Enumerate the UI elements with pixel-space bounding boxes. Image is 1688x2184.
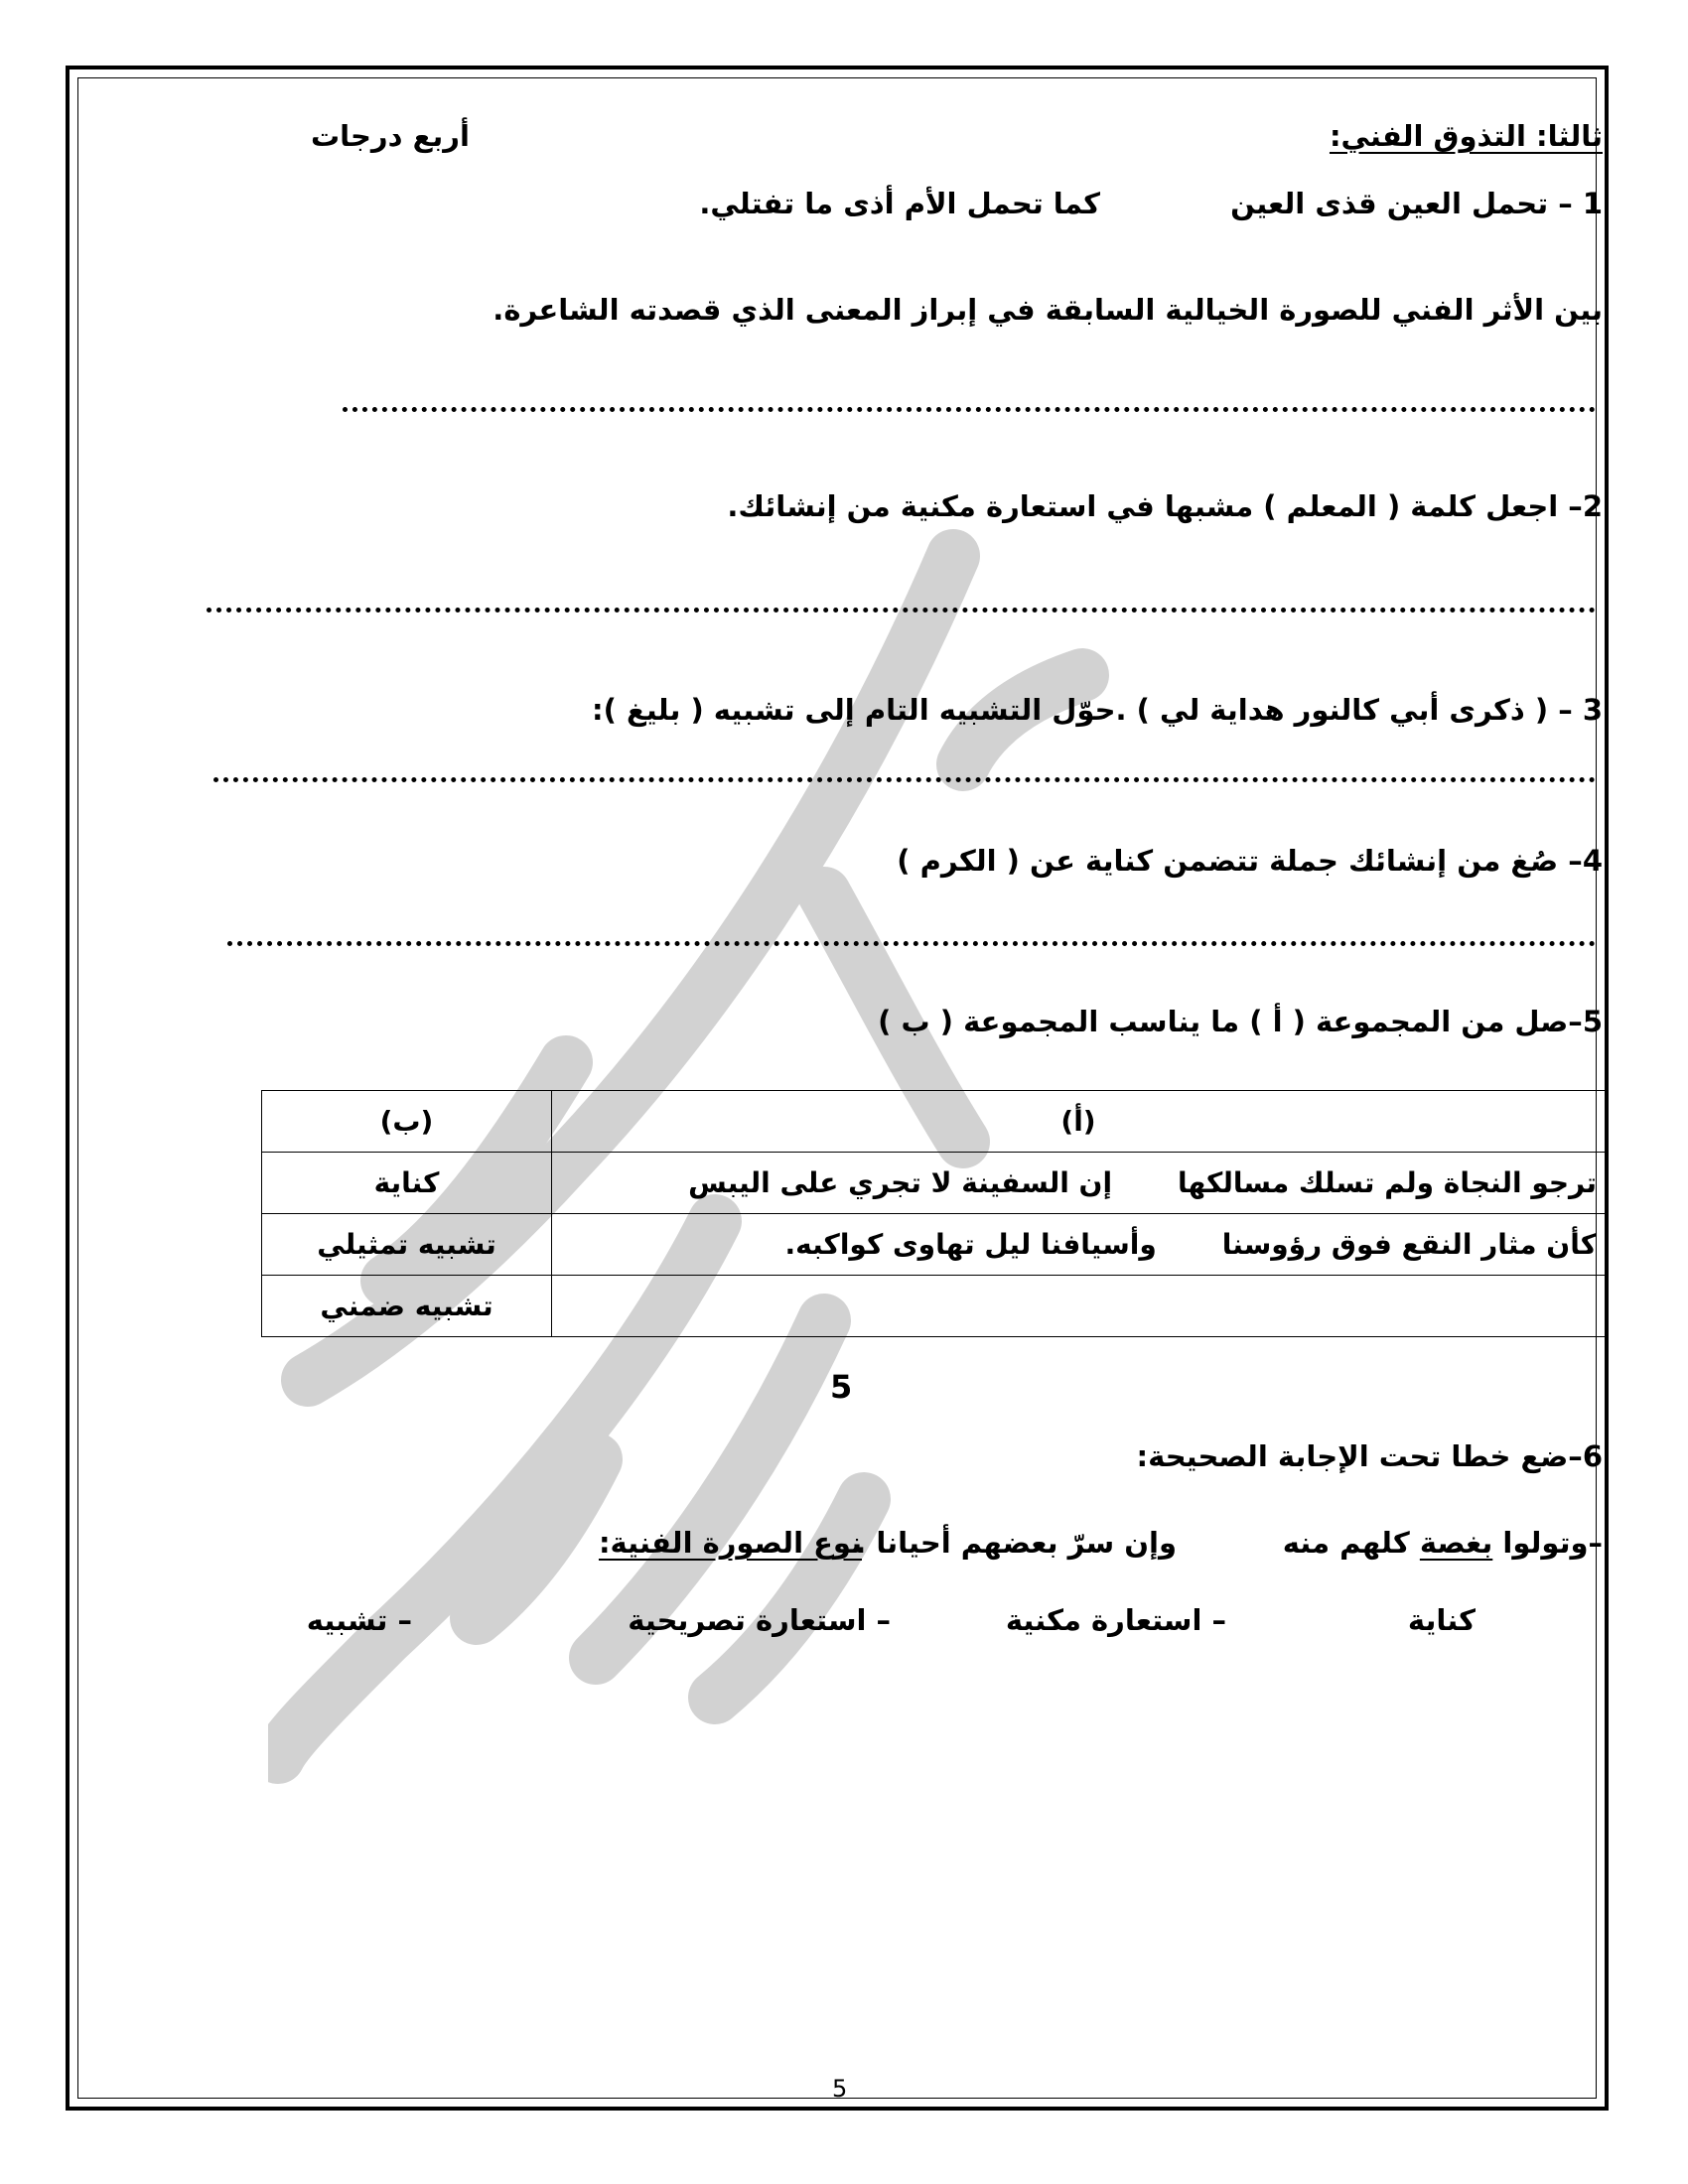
page-number: 5 (832, 2075, 848, 2103)
group-b-cell: كناية (262, 1153, 552, 1214)
answer-line-2[interactable] (207, 608, 1596, 613)
verse-second-half: وأسيافنا ليل تهاوى كواكبه. (784, 1228, 1157, 1261)
group-a-cell (552, 1153, 1606, 1214)
column-b-header: (ب) (262, 1091, 552, 1153)
group-a-cell (552, 1214, 1606, 1276)
column-a-header: (أ) (552, 1091, 1606, 1153)
question-1-prompt: بين الأثر الفني للصورة الخيالية السابقة في إبراز المعنى الذي قصدته الشاعرة. (492, 293, 1603, 327)
sentence-rest: كلهم منه (1282, 1526, 1420, 1560)
option-tashbih[interactable]: – تشبيه (306, 1603, 412, 1637)
group-a-cell (552, 1276, 1606, 1337)
section-marks: أربع درجات (311, 119, 470, 153)
table-header-row (262, 1091, 1606, 1153)
underlined-word: بغصة (1419, 1526, 1493, 1560)
verse-second-half: إن السفينة لا تجري على اليبس (688, 1166, 1113, 1199)
group-b-cell: تشبيه ضمني (262, 1276, 552, 1337)
table-row (262, 1214, 1606, 1276)
option-makniya[interactable]: – استعارة مكنية (1005, 1603, 1226, 1637)
verse-first-half: كأن مثار النقع فوق رؤوسنا (1221, 1228, 1597, 1261)
matching-table (261, 1090, 1606, 1337)
section-title: ثالثا: التذوق الفني: (1329, 119, 1603, 153)
verse-first-half: ترجو النجاة ولم تسلك مسالكها (1178, 1166, 1597, 1199)
page-border-inner (77, 77, 1597, 2099)
question-6: 6–ضع خطا تحت الإجابة الصحيحة: (1136, 1439, 1603, 1473)
question-1-verse (1230, 187, 1603, 220)
question-1-verse-second: كما تحمل الأم أذى ما تفتلي. (699, 187, 1100, 220)
image-type-label: نوع الصورة الفنية: (598, 1526, 862, 1560)
option-tasrihiya[interactable]: – استعارة تصريحية (628, 1603, 891, 1637)
question-1-number: 1 (1582, 187, 1603, 220)
question-6-sentence-second: وإن سرّ بعضهم أحيانا . (855, 1526, 1177, 1560)
answer-line-3[interactable] (213, 777, 1596, 782)
question-1-verse-first: – تحمل العين قذى العين (1230, 187, 1573, 220)
table-row (262, 1153, 1606, 1214)
answer-line-4[interactable] (227, 941, 1596, 946)
answer-line-1[interactable] (343, 407, 1596, 412)
question-5-score: 5 (830, 1368, 853, 1406)
question-3: 3 – ( ذكرى أبي كالنور هداية لي ) .حوّل التشبيه التام إلى تشبيه ( بليغ ): (592, 693, 1603, 727)
question-5: 5–صل من المجموعة ( أ ) ما يناسب المجموعة ( ب ) (878, 1005, 1603, 1038)
question-2: 2– اجعل كلمة ( المعلم ) مشبها في استعارة مكنية من إنشائك. (727, 489, 1603, 523)
group-b-cell: تشبيه تمثيلي (262, 1214, 552, 1276)
option-kinaya[interactable]: كناية (1407, 1603, 1476, 1637)
table-row (262, 1276, 1606, 1337)
question-6-sentence (1283, 1526, 1603, 1560)
sentence-prefix: –وتولوا (1492, 1526, 1603, 1560)
question-4: 4– صُغ من إنشائك جملة تتضمن كناية عن ( الكرم ) (897, 844, 1603, 878)
